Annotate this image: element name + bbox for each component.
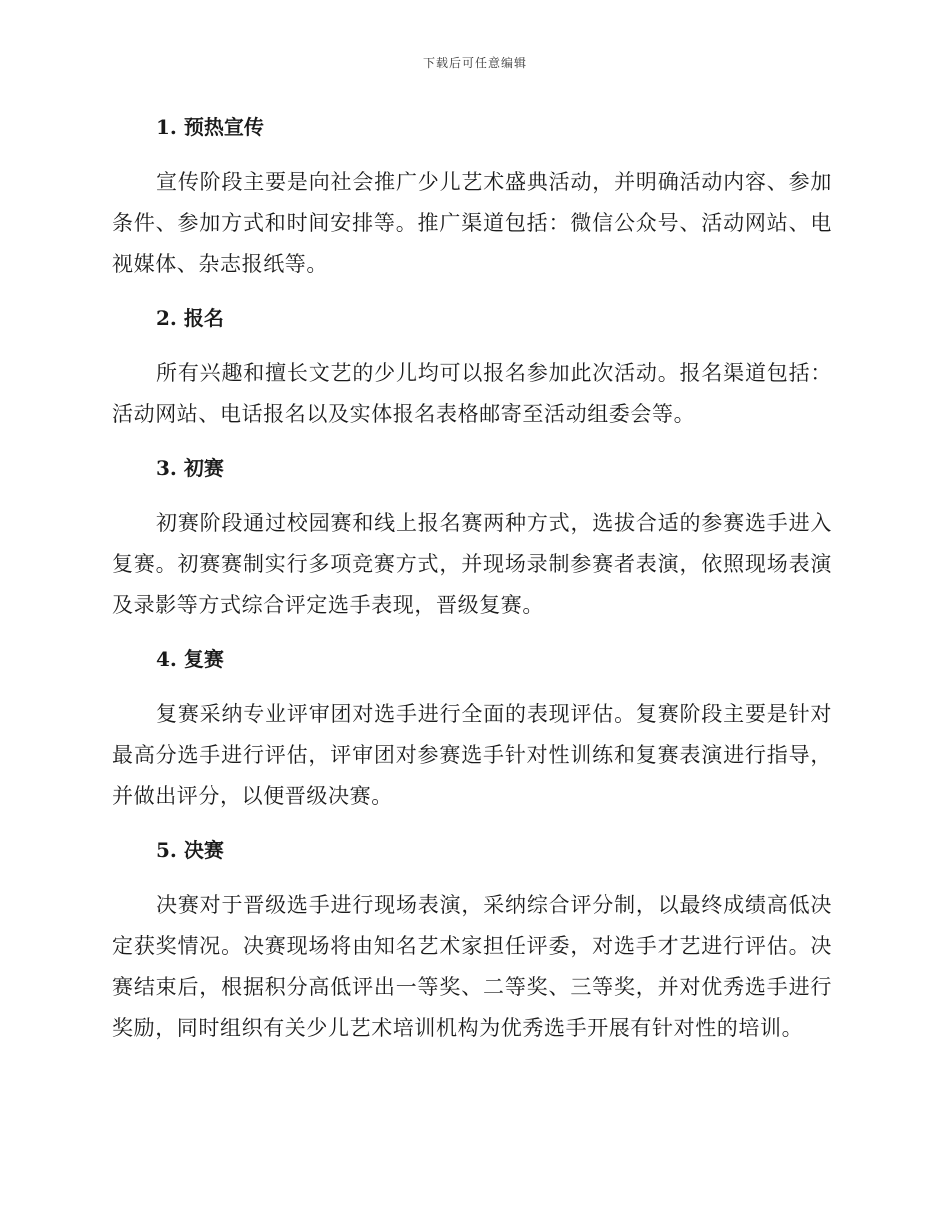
section-paragraph: 宣传阶段主要是向社会推广少儿艺术盛典活动，并明确活动内容、参加条件、参加方式和时间安排等。推广渠道包括：微信公众号、活动网站、电视媒体、杂志报纸等。	[112, 170, 832, 276]
section-heading: 2. 报名	[156, 306, 224, 330]
section-paragraph: 决赛对于晋级选手进行现场表演，采纳综合评分制，以最终成绩高低决定获奖情况。决赛现场将由知名艺术家担任评委，对选手才艺进行评估。决赛结束后，根据积分高低评出一等奖、二等奖、三等奖，并对优秀选手进行奖励，同时组织有关少儿艺术培训机构为优秀选手开展有针对性的培训。	[112, 893, 832, 1040]
header-note: 下载后可任意编辑	[422, 56, 527, 70]
section-paragraph: 复赛采纳专业评审团对选手进行全面的表现评估。复赛阶段主要是针对最高分选手进行评估，评审团对参赛选手针对性训练和复赛表演进行指导，并做出评分，以便晋级决赛。	[112, 702, 832, 808]
document-content	[112, 108, 832, 1063]
section-heading: 3. 初赛	[156, 456, 224, 480]
section-heading: 4. 复赛	[156, 647, 224, 671]
section-heading: 1. 预热宣传	[156, 115, 264, 139]
section-preliminary	[112, 449, 832, 626]
section-semifinal	[112, 640, 832, 817]
section-registration	[112, 299, 832, 435]
section-paragraph: 初赛阶段通过校园赛和线上报名赛两种方式，选拔合适的参赛选手进入复赛。初赛赛制实行多项竞赛方式，并现场录制参赛者表演，依照现场表演及录影等方式综合评定选手表现，晋级复赛。	[112, 511, 832, 617]
section-paragraph: 所有兴趣和擅长文艺的少儿均可以报名参加此次活动。报名渠道包括：活动网站、电话报名以及实体报名表格邮寄至活动组委会等。	[112, 361, 832, 426]
section-preheat-promotion	[112, 108, 832, 285]
section-final	[112, 831, 832, 1049]
section-heading: 5. 决赛	[156, 838, 224, 862]
